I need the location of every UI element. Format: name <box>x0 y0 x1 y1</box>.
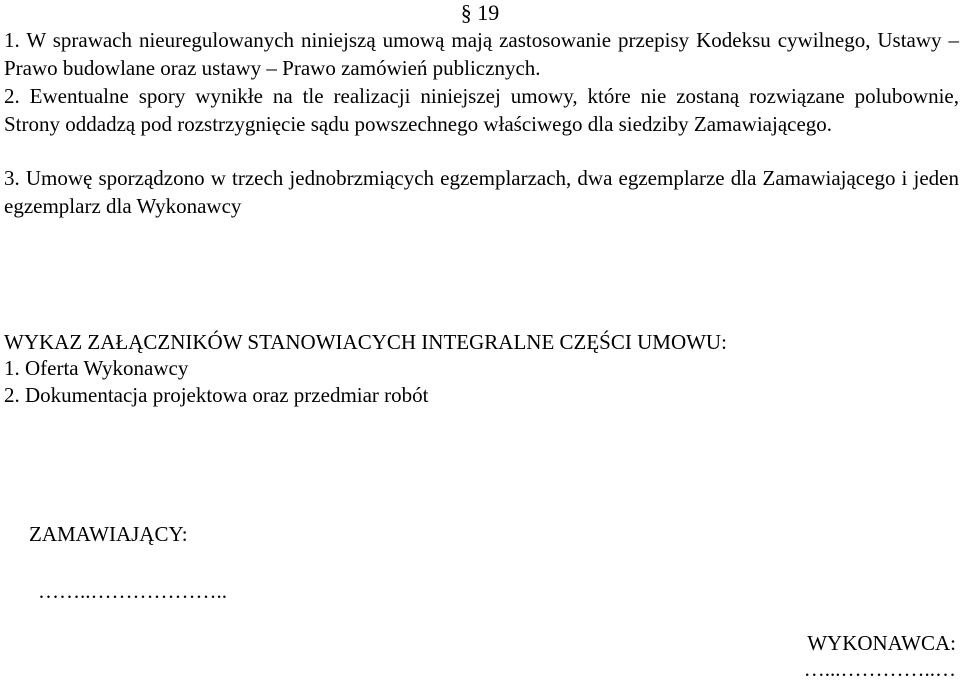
attachment-item: 1. Oferta Wykonawcy <box>4 356 189 380</box>
section-number: § 19 <box>460 0 500 25</box>
paragraph-1: 1. W sprawach nieuregulowanych niniejszą umową mają zastosowanie przepisy Kodeksu cywilnego, Ustawy – Prawo budowlane oraz ustawy – Prawo zamówień publicznych. <box>4 28 959 80</box>
wykonawca-signature-line: …...…………..… <box>803 657 956 681</box>
paragraph-2: 2. Ewentualne spory wynikłe na tle realizacji niniejszej umowy, które nie zostaną rozwiązane polubownie, Strony oddadzą pod rozstrzygnięcie sądu powszechnego właściwego dla siedziby Zamawiającego. <box>4 84 959 136</box>
attachment-item: 2. Dokumentacja projektowa oraz przedmiar robót <box>4 383 429 407</box>
paragraph-3: 3. Umowę sporządzono w trzech jednobrzmiących egzemplarzach, dwa egzemplarze dla Zamawiającego i jeden egzemplarz dla Wykonawcy <box>4 166 959 218</box>
zamawiajacy-label: ZAMAWIAJĄCY: <box>29 522 188 546</box>
zamawiajacy-signature-line: ……..……………….. <box>38 579 227 603</box>
wykonawca-label: WYKONAWCA: <box>807 631 956 655</box>
attachments-heading: WYKAZ ZAŁĄCZNIKÓW STANOWIACYCH INTEGRALNE CZĘŚCI UMOWU: <box>4 330 727 354</box>
